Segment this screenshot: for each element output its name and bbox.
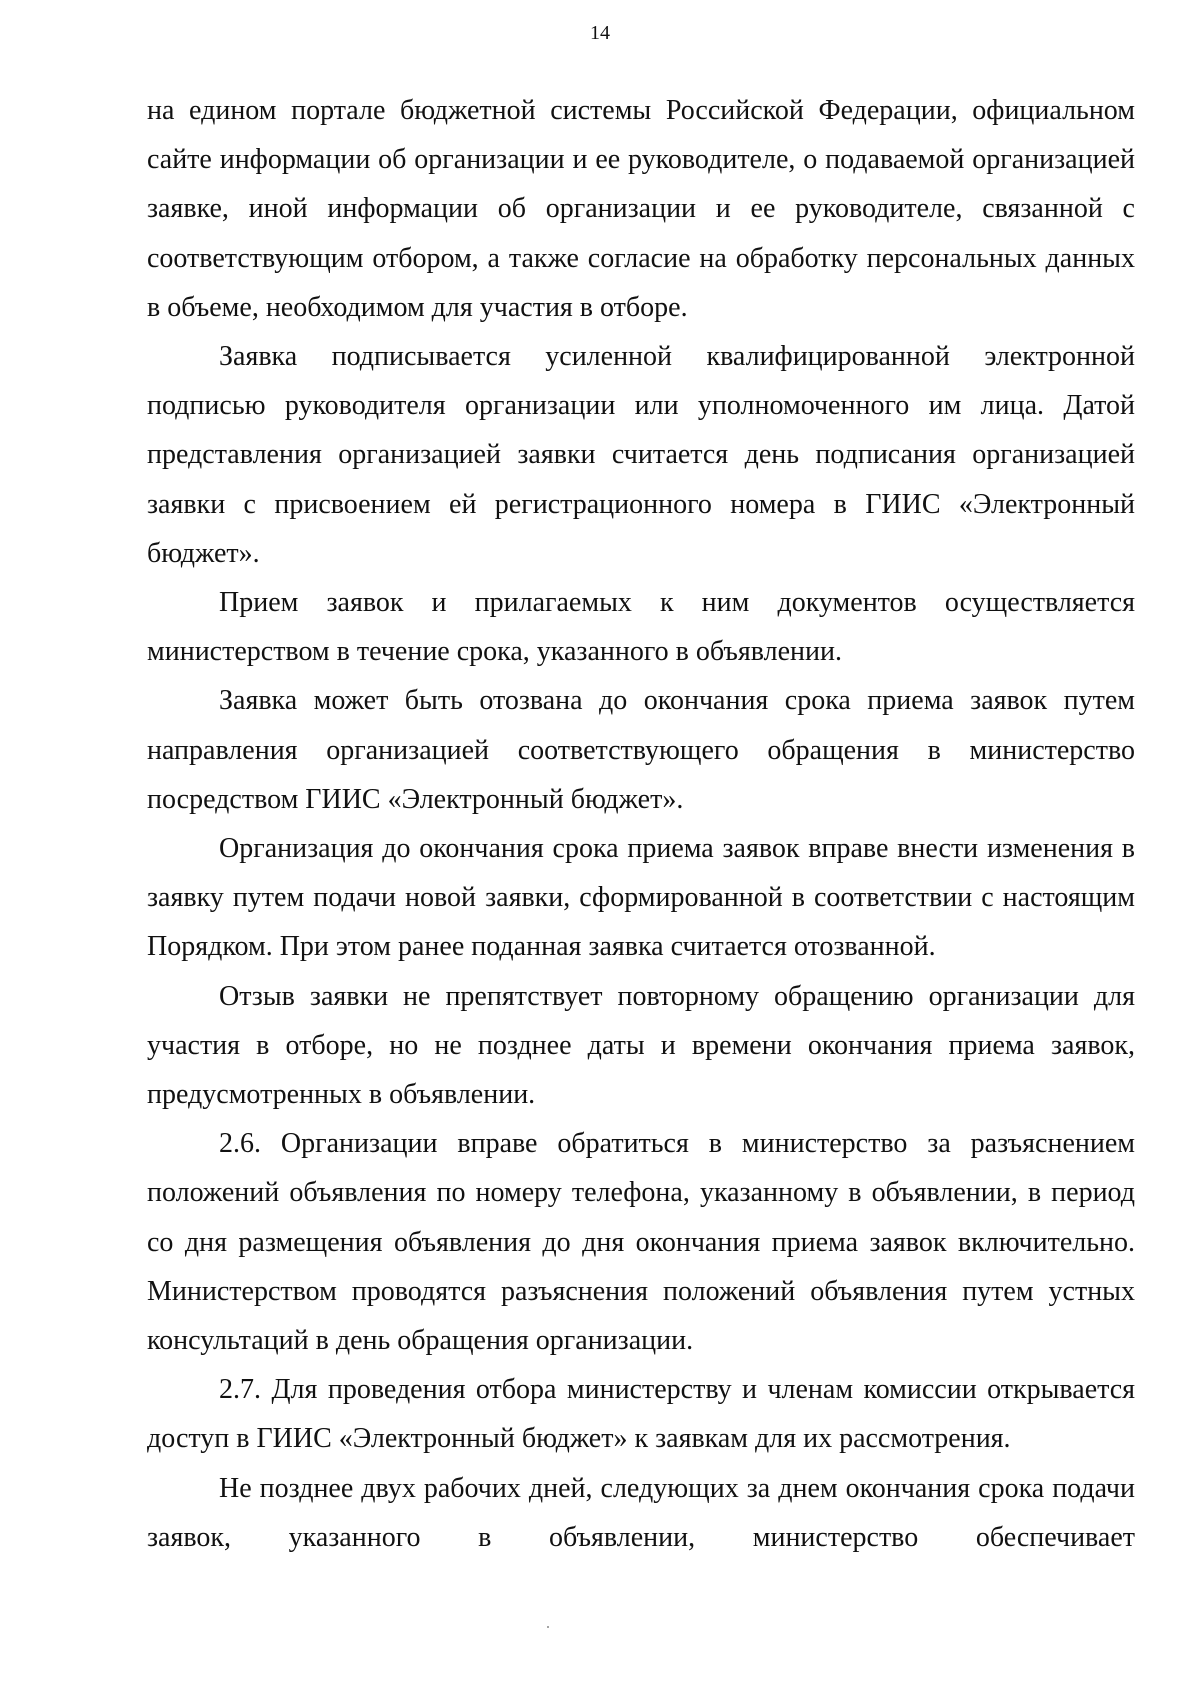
paragraph-deadline: Не позднее двух рабочих дней, следующих за днем окончания срока подачи заявок, указанного в объявлении, министерство обеспечивает: [147, 1472, 1135, 1553]
paragraph-reapplication: Отзыв заявки не препятствует повторному обращению организации для участия в отборе, но не позднее даты и времени окончания приема заявок, предусмотренных в объявлении.: [147, 980, 1135, 1111]
paragraph-2-6: 2.6. Организации вправе обратиться в министерство за разъяснением положений объявления по номеру телефона, указанному в объявлении, в период со дня размещения объявления до дня окончания приема заявок включительно. Министерством проводятся разъяснения положений объявления путем устных консультаций в день обращения организации.: [147, 1128, 1135, 1357]
paragraph-acceptance: Прием заявок и прилагаемых к ним документов осуществляется министерством в течение срока, указанного в объявлении.: [147, 587, 1135, 668]
document-body: [147, 86, 1135, 1562]
page-number: 14: [590, 22, 610, 44]
paragraph-changes: Организация до окончания срока приема заявок вправе внести изменения в заявку путем подачи новой заявки, сформированной в соответствии с настоящим Порядком. При этом ранее поданная заявка считается отозванной.: [147, 833, 1135, 963]
paragraph-2-7: 2.7. Для проведения отбора министерству и членам комиссии открывается доступ в ГИИС «Электронный бюджет» к заявкам для их рассмотрения.: [147, 1374, 1135, 1455]
paragraph-withdrawal: Заявка может быть отозвана до окончания срока приема заявок путем направления организацией соответствующего обращения в министерство посредством ГИИС «Электронный бюджет».: [147, 685, 1135, 815]
paragraph-continuation: на едином портале бюджетной системы Российской Федерации, официальном сайте информации об организации и ее руководителе, о подаваемой организацией заявке, иной информации об организации и ее руководителе, связанной с соответствующим отбором, а также согласие на обработку персональных данных в объеме, необходимом для участия в отборе.: [147, 95, 1135, 323]
scan-speck: [547, 1626, 549, 1628]
paragraph-signature: Заявка подписывается усиленной квалифицированной электронной подписью руководителя организации или уполномоченного им лица. Датой представления организацией заявки считается день подписания организацией заявки с присвоением ей регистрационного номера в ГИИС «Электронный бюджет».: [147, 341, 1135, 569]
